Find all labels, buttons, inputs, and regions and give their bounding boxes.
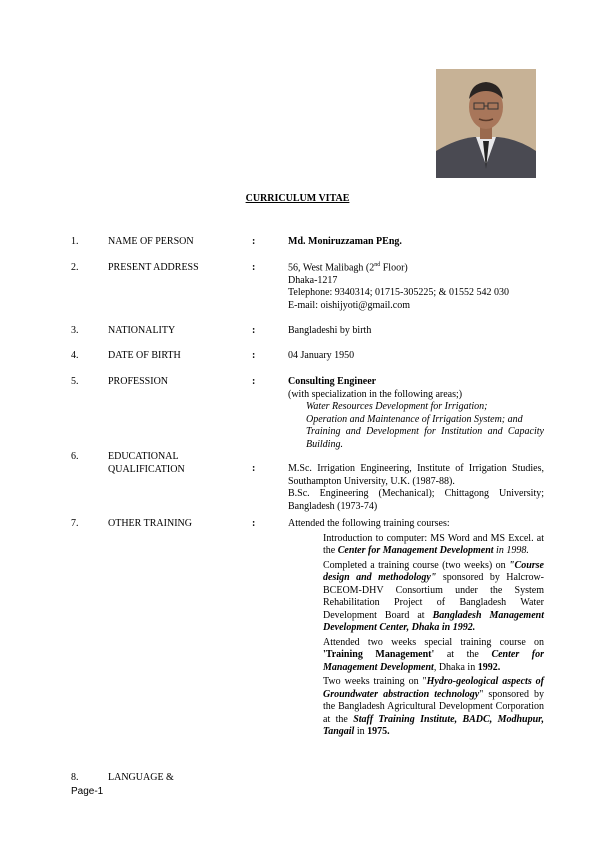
area-item (288, 401, 544, 414)
training-emphasis: Center for Management Development (337, 545, 494, 556)
address-block (288, 262, 544, 312)
training-text: sponsored by Halcrow-BCEOM-DHV Consortium under the System Rehabilitation Project of Bangladesh Water Development Board at (323, 572, 545, 621)
training-text: in 1998. (493, 545, 529, 556)
section-number: 5. (71, 376, 79, 387)
area-item (288, 414, 544, 427)
area-item (288, 426, 544, 451)
section-number: 1. (71, 236, 79, 247)
section-number: 4. (71, 350, 79, 361)
training-emphasis: Hydro-geological aspects of Groundwater abstraction technology (323, 676, 544, 700)
address-line (288, 262, 544, 275)
address-text: Floor) (380, 262, 408, 274)
section-number: 2. (71, 262, 79, 273)
person-name: Md. Moniruzzaman PEng. (288, 236, 402, 247)
section-colon: : (252, 463, 256, 474)
section-colon: : (252, 518, 256, 529)
area-text: Water Resources Development for Irrigation; (306, 401, 488, 412)
training-text: " sponsored by the Bangladesh Agricultural Development Corporation at the (323, 688, 544, 725)
profession-title: Consulting Engineer (288, 376, 377, 387)
email: E-mail: oishijyoti@gmail.com (288, 299, 410, 311)
section-label: PRESENT ADDRESS (108, 262, 199, 273)
area-text: Operation and Maintenance of Irrigation System; and (306, 413, 523, 425)
training-text: Attended two weeks special training course on (323, 636, 544, 648)
portrait-image (436, 69, 536, 178)
area-text: Training and Development for Institution and Capacity Building. (306, 426, 544, 450)
profession-subtitle: (with specialization in the following areas;) (288, 388, 463, 400)
address-superscript: nd (374, 262, 381, 268)
education-item: B.Sc. Engineering (Mechanical); Chittagong University; Bangladesh (1973-74) (288, 488, 544, 512)
training-block (288, 518, 544, 739)
training-emphasis: 'Training Management' (323, 649, 435, 660)
label-line: QUALIFICATION (108, 463, 185, 475)
section-label: NAME OF PERSON (108, 236, 194, 247)
section-colon: : (252, 262, 256, 273)
nationality-value: Bangladeshi by birth (288, 325, 372, 336)
section-label: LANGUAGE & (108, 772, 174, 783)
section-label: NATIONALITY (108, 325, 176, 336)
label-line: EDUCATIONAL (108, 451, 179, 462)
training-emphasis: 1992. (477, 661, 501, 673)
training-intro: Attended the following training courses: (288, 518, 450, 529)
training-item (288, 637, 544, 675)
telephone: Telephone: 9340314; 01715-305225; & 01552 542 030 (288, 287, 509, 299)
section-colon: : (252, 325, 256, 336)
training-text: in (354, 726, 368, 737)
section-number: 6. (71, 451, 79, 462)
training-emphasis: 1975. (367, 726, 390, 737)
section-number: 7. (71, 518, 79, 529)
training-emphasis: Staff Training Institute, BADC, Modhupur, Tangail (323, 713, 545, 737)
training-text: Introduction to computer: MS Word and MS Excel. at the (323, 532, 544, 556)
training-emphasis: Center for Management Development (323, 649, 545, 673)
training-item (288, 676, 544, 739)
training-emphasis: "Course design and methodology" (323, 559, 544, 583)
section-colon: : (252, 376, 256, 387)
page-footer: Page-1 (71, 786, 104, 797)
training-text: Completed a training course (two weeks) on (323, 559, 509, 571)
profile-photo (436, 69, 536, 178)
section-label: PROFESSION (108, 376, 169, 387)
training-emphasis: Bangladesh Management Development Center, Dhaka in 1992. (323, 609, 544, 633)
training-text: , Dhaka in (433, 661, 478, 673)
education-block (288, 463, 544, 513)
dob-value: 04 January 1950 (288, 350, 355, 361)
profession-block (288, 376, 544, 451)
education-item: M.Sc. Irrigation Engineering, Institute of Irrigation Studies, Southampton University, U.K. (1987-88). (288, 463, 544, 487)
training-text: Two weeks training on " (323, 676, 427, 687)
address-city: Dhaka-1217 (288, 274, 338, 286)
section-label (108, 451, 248, 476)
section-label: DATE OF BIRTH (108, 350, 181, 361)
section-number: 3. (71, 325, 79, 336)
training-text: at the (434, 649, 492, 660)
section-colon: : (252, 350, 256, 361)
training-item (288, 560, 544, 635)
address-text: 56, West Malibagh (2 (288, 262, 375, 274)
document-title: CURRICULUM VITAE (245, 193, 350, 204)
section-label: OTHER TRAINING (108, 518, 192, 529)
section-colon: : (252, 236, 256, 247)
training-item (288, 533, 544, 558)
section-number: 8. (71, 772, 79, 783)
